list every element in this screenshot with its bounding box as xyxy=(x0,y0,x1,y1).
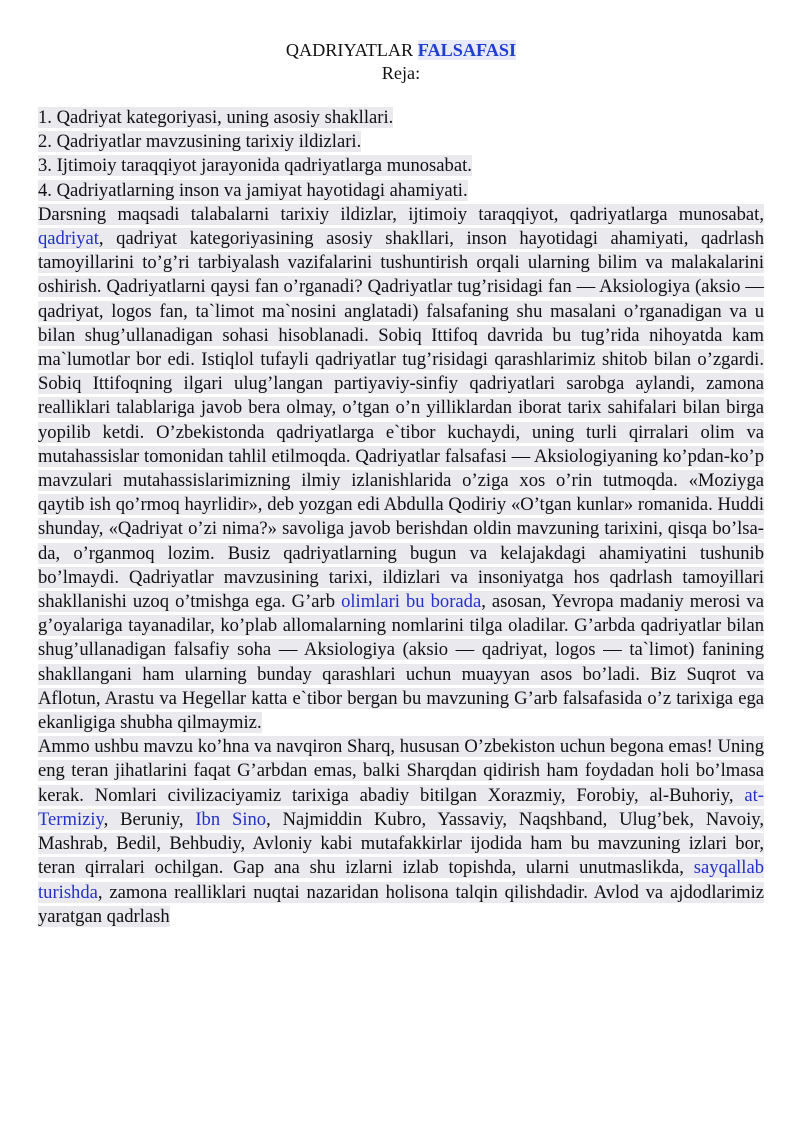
plan-item: 3. Ijtimoiy taraqqiyot jarayonida qadriyatlarga munosabat. xyxy=(38,155,472,177)
title-plain: QADRIYATLAR xyxy=(285,40,414,60)
link-ibn-sino[interactable]: Ibn Sino xyxy=(195,808,267,830)
plan-list xyxy=(38,106,764,203)
title-accent: FALSAFASI xyxy=(417,40,517,60)
document-page xyxy=(38,38,764,929)
link-at-termiziy[interactable]: at-Termiziy xyxy=(38,784,764,830)
plan-heading: Reja: xyxy=(381,63,421,83)
link-olimlari-bu-borada[interactable]: olimlari bu borada xyxy=(341,591,482,613)
plan-item: 4. Qadriyatlarning inson va jamiyat hayotidagi ahamiyati. xyxy=(38,179,468,201)
link-qadriyat[interactable]: qadriyat xyxy=(38,228,99,250)
plan-item: 2. Qadriyatlar mavzusining tarixiy ildizlari. xyxy=(38,131,362,153)
body-paragraph-2: Ammo ushbu mavzu ko’hna va navqiron Sharq, hususan O’zbekiston uchun begona emas! Uning eng teran jihatlarini faqat G’arbdan emas, balki Sharqdan qidirish ham foydadan holi bo’lmasa kerak. Nomlari civilizaciyamiz tarixiga abadiy bitilgan Xorazmiy, Forobiy, al-Buhoriy, at-Termiziy, Beruniy, Ibn Sino, Najmiddin Kubro, Yassaviy, Naqshband, Ulug’bek, Navoiy, Mashrab, Bedil, Behbudiy, Avloniy kabi mutafakkirlar ijodida ham bu mavzuning izlari bor, teran qirralari ochilgan. Gap ana shu izlarni izlab topishda, ularni unutmaslikda, sayqallab turishda, zamona realliklari nuqtai nazaridan holisona talqin qilishdadir. Avlod va ajdodlarimiz yaratgan qadrlash xyxy=(38,736,764,927)
link-sayqallab-turishda[interactable]: sayqallab turishda xyxy=(38,857,764,903)
plan-item: 1. Qadriyat kategoriyasi, uning asosiy shakllari. xyxy=(38,107,394,128)
document-title xyxy=(38,38,764,62)
body-paragraph-1: Darsning maqsadi talabalarni tarixiy ildizlar, ijtimoiy taraqqiyot, qadriyatlarga munosabat, qadriyat, qadriyat kategoriyasining asosiy shakllari, inson hayotidagi ahamiyati, qadrlash tamoyillarini to’g’ri tarbiyalash vazifalarini tushuntirish orqali ularning bilim va malakalarini oshirish. Qadriyatlarni qaysi fan o’rganadi? Qadriyatlar tug’risidagi fan — Aksiologiya (aksio — qadriyat, logos fan, ta`limot ma`nosini anglatadi) falsafaning shu masalani o’rganadigan va u bilan shug’ullanadigan sohasi hisoblanadi. Sobiq Ittifoq davrida bu tug’rida nihoyatda kam ma`lumotlar bor edi. Istiqlol tufayli qadriyatlar tug’risidagi qarashlarimiz shitob bilan o’zgardi. Sobiq Ittifoqning ilgari ulug’langan partiyaviy-sinfiy qadriyatlari sarobga aylandi, zamona realliklari talablariga javob bera olmay, o’tgan o’n yilliklardan iborat tarix sahifalari bilan birga yopilib ketdi. O’zbekistonda qadriyatlarga e`tibor kuchaydi, uning turli qirralari olim va mutahassislar tomonidan tahlil etilmoqda. Qadriyatlar falsafasi — Aksiologiyaning ko’pdan-ko’p mavzulari mutahassislarimizning ilmiy izlanishlarida o’ziga xos o’rin tutmoqda. «Moziyga qaytib ish qo’rmoq hayrlidir», deb yozgan edi Abdulla Qodiriy «O’tgan kunlar» romanida. Huddi shunday, «Qadriyat o’zi nima?» savoliga javob berishdan oldin mavzuning tarixini, qisqa bo’lsa-da, o’rganmoq lozim. Busiz qadriyatlarning bugun va kelajakdagi ahamiyatini tushunib bo’lmaydi. Qadriyatlar mavzusining tarixi, ildizlari va insoniyatga hos qadrlash tamoyillari shakllanishi uzoq o’tmishga ega. G’arb olimlari bu borada, asosan, Yevropa madaniy merosi va g’oyalariga tayanadilar, ko’plab allomalarning nomlarini tilga oladilar. G’arbda qadriyatlar bilan shug’ullanadigan falsafiy soha — Aksiologiya (aksio — qadriyat, logos — ta`limot) fanining shakllangani ham ularning bunday qarashlari uchun muayyan asos bo’ladi. Biz Suqrot va Aflotun, Arastu va Hegellar katta e`tibor bergan bu mavzuning G’arb falsafasida o’z tarixiga ega ekanligiga shubha qilmaymiz. xyxy=(38,203,764,734)
